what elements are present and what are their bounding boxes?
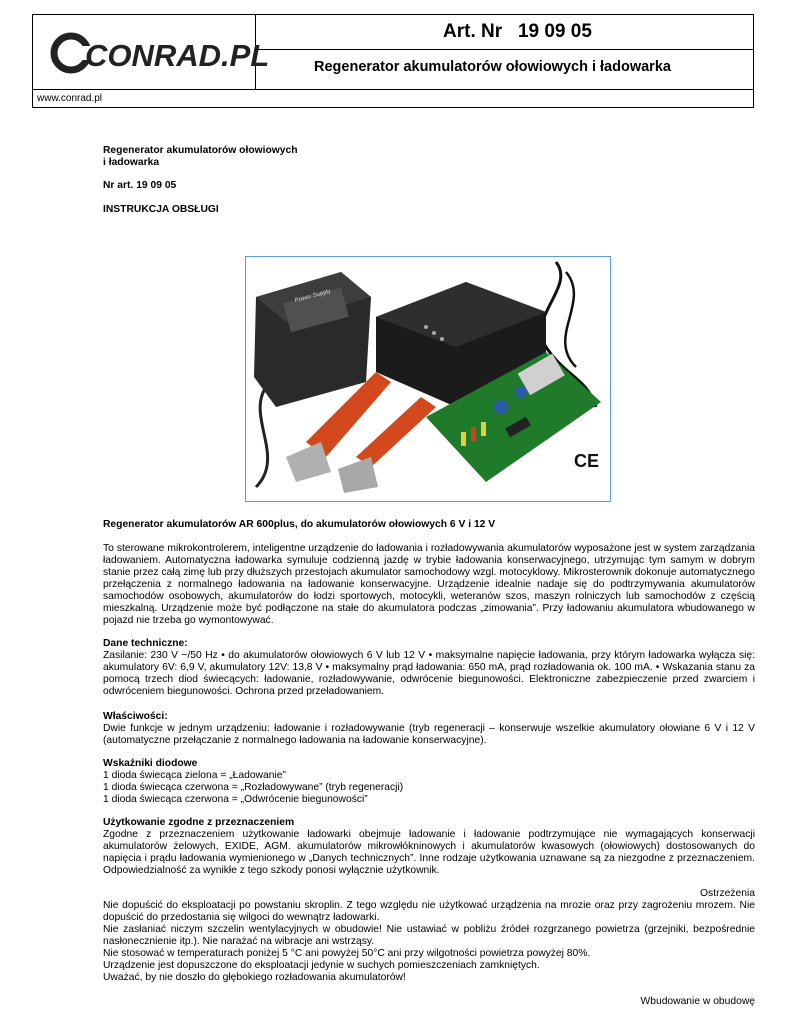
art-number-cell	[255, 15, 753, 50]
led-item: 1 dioda świecąca czerwona = „Odwrócenie biegunowości”	[103, 794, 368, 805]
features-section	[103, 711, 755, 747]
article-number: Nr art. 19 09 05	[103, 180, 177, 191]
intro-title-line2: i ładowarka	[103, 157, 160, 168]
logo-text: CONRAD.PL	[85, 38, 270, 73]
warnings-section	[103, 888, 755, 984]
website-url: www.conrad.pl	[37, 93, 103, 104]
warning-paragraph: Urządzenie jest dopuszczone do eksploatacji jedynie w suchych pomieszczeniach zamkniętych.	[103, 960, 540, 971]
power-supply-label: Power Supply	[294, 288, 332, 305]
warning-paragraph: Nie dopuścić do eksploatacji po powstaniu skroplin. Z tego względu nie użytkować urządzenia na mrozie oraz przy zagrożeniu mrozem. Nie dopuścić do przedostania się wilgoci do wewnątrz ładowarki.	[103, 900, 755, 923]
features-heading: Właściwości:	[103, 711, 168, 722]
manual-label: INSTRUKCJA OBSŁUGI	[103, 204, 219, 215]
tech-data-text: Zasilanie: 230 V ~/50 Hz • do akumulatorów ołowiowych 6 V lub 12 V • maksymalne napięcie ładowania, przy którym ładowarka wyłącza się: akumulatory 6V: 6,9 V, akumulatory 12V: 13,8 V • maksymalny prąd ładowania: 650 mA, prąd rozładowania ok. 100 mA. • Wskazania stanu za pomocą trzech diod świecących: ładowanie, rozładowywanie, odwrócenie biegunowości. Elektroniczne zabezpieczenie przed zwarciem i odwróceniem biegunowości. Ochrona przed przeładowaniem.	[103, 650, 755, 697]
footer-text: Wbudowanie w obudowę	[640, 996, 755, 1007]
ce-mark: CE	[574, 451, 600, 471]
intro-title	[103, 145, 755, 169]
url-bar	[32, 90, 754, 108]
intro-title-line1: Regenerator akumulatorów ołowiowych	[103, 145, 298, 156]
warning-paragraph: Nie zasłaniać niczym szczelin wentylacyjnych w obudowie! Nie ustawiać w pobliżu źródeł rozgrzanego powietrza (grzejniki, bezpośrednie nasłonecznienie itp.). Nie narażać na wibracje ani wstrząsy.	[103, 924, 755, 947]
tech-data-section	[103, 638, 755, 698]
tech-data-heading: Dane techniczne:	[103, 638, 188, 649]
header-title-cell	[255, 49, 753, 89]
description-text: To sterowane mikrokontrolerem, inteligentne urządzenie do ładowania i rozładowywania akumulatorów wyposażone jest w system zarządzania ładowaniem. Automatyczna ładowarka symuluje codzienną jazdę w trybie ładowania konserwacyjnego, utrzymując tym samym w dobrym stanie przez całą zimę lub przy dłuższych przestojach akumulator samochodowy wzgl. motocyklowy. Mikrosterownik dokonuje automatycznego przełączenia z normalnego ładowania na ładowanie konserwacyjne. Urządzenie idealnie nadaje się do podtrzymywania akumulatorów samochodów osobowych, akumulatorów do łodzi sportowych, motocykli, weteranów szos, maszyn rolniczych lub samochodów z częścią mieszkalną. Urządzenie może być podłączone na stałe do akumulatora podczas „zimowania”. Przy ładowaniu akumulatora wbudowanego w pojazd nie trzeba go wymontowywać.	[103, 543, 755, 626]
description-section	[103, 543, 755, 627]
document-header	[32, 14, 754, 90]
led-item: 1 dioda świecąca zielona = „Ładowanie”	[103, 770, 286, 781]
product-photo-illustration	[246, 257, 610, 501]
header-title: Regenerator akumulatorów ołowiowych i ładowarka	[314, 59, 671, 75]
art-number: Art. Nr 19 09 05	[443, 21, 592, 42]
product-photo	[245, 256, 611, 502]
led-section	[103, 758, 755, 806]
features-text: Dwie funkcje w jednym urządzeniu: ładowanie i rozładowywanie (tryb regeneracji – konserwuje wszelkie akumulatory ołowiane 6 V i 12 V (automatyczne przełączanie z normalnego ładowania na ładowanie konserwacyjne).	[103, 723, 755, 746]
warning-paragraph: Nie stosować w temperaturach poniżej 5 °C ani powyżej 50°C ani przy wilgotności powietrza powyżej 80%.	[103, 948, 591, 959]
led-heading: Wskaźniki diodowe	[103, 758, 198, 769]
conrad-logo	[51, 33, 270, 73]
usage-section	[103, 817, 755, 877]
logo-cell	[33, 15, 270, 89]
led-item: 1 dioda świecąca czerwona = „Rozładowywane” (tryb regeneracji)	[103, 782, 404, 793]
product-heading: Regenerator akumulatorów AR 600plus, do akumulatorów ołowiowych 6 V i 12 V	[103, 519, 496, 530]
warning-paragraph: Uważać, by nie doszło do głębokiego rozładowania akumulatorów!	[103, 972, 406, 983]
usage-heading: Użytkowanie zgodne z przeznaczeniem	[103, 817, 295, 828]
usage-text: Zgodne z przeznaczeniem użytkowanie ładowarki obejmuje ładowanie i ładowanie podtrzymujące nie wymagających konserwacji akumulatorów żelowych, EXIDE, AGM. akumulatorów mikrowłókninowych i akumulatorów kwasowych (ołowiowych) dostosowanych do napięcia i prądu ładowania wymienionego w „Danych technicznych”. Inne rodzaje użytkowania uznawane są za niezgodne z przeznaczeniem. Odpowiedzialność za wynikłe z tego szkody ponosi wyłącznie użytkownik.	[103, 829, 755, 876]
warnings-heading: Ostrzeżenia	[700, 888, 755, 899]
